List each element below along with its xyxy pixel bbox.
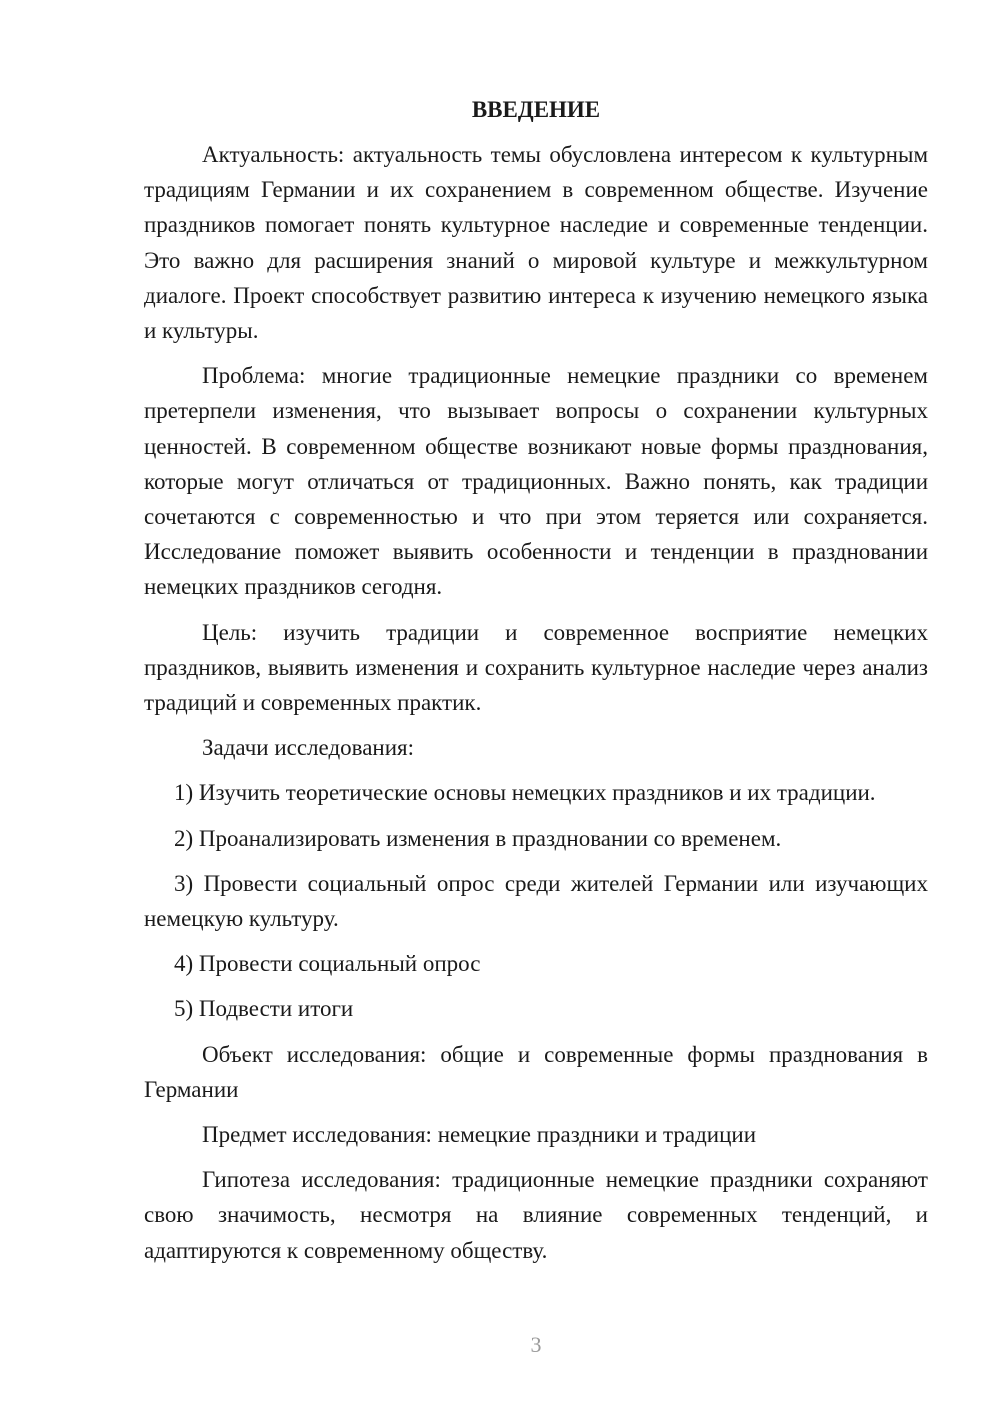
page-number: 3: [530, 1332, 542, 1357]
task-item-3: 3) Провести социальный опрос среди жителей Германии или изучающих немецкую культуру.: [144, 870, 928, 932]
paragraph-tasks-heading: Задачи исследования:: [202, 735, 415, 761]
task-item-2: 2) Проанализировать изменения в праздновании со временем.: [174, 825, 782, 851]
paragraph-goal: Цель: изучить традиции и современное восприятие немецких праздников, выявить изменения и сохранить культурное наследие через анализ традиций и современных практик.: [144, 619, 928, 716]
paragraph-hypothesis: Гипотеза исследования: традиционные немецкие праздники сохраняют свою значимость, несмотря на влияние современных тенденций, и адаптируются к современному обществу.: [144, 1167, 928, 1263]
paragraph-relevance: Актуальность: актуальность темы обусловлена интересом к культурным традициям Германии и их сохранением в современном обществе. Изучение праздников помогает понять культурное наследие и современные тенденции. Это важно для расширения знаний о мировой культуре и межкультурном диалоге. Проект способствует развитию интереса к изучению немецкого языка и культуры.: [144, 142, 928, 344]
task-item-5: 5) Подвести итоги: [174, 996, 354, 1022]
task-item-4: 4) Провести социальный опрос: [174, 951, 481, 977]
paragraph-subject: Предмет исследования: немецкие праздники и традиции: [202, 1122, 756, 1148]
paragraph-problem: Проблема: многие традиционные немецкие праздники со временем претерпели изменения, что вызывает вопросы о сохранении культурных ценностей. В современном обществе возникают новые формы празднования, которые могут отличаться от традиционных. Важно понять, как традиции сочетаются с современностью и что при этом теряется или сохраняется. Исследование поможет выявить особенности и тенденции в праздновании немецких праздников сегодня.: [144, 363, 928, 600]
paragraph-object: Объект исследования: общие и современные формы празднования в Германии: [144, 1041, 928, 1102]
document-body: [144, 92, 928, 1268]
page-title: ВВЕДЕНИЕ: [471, 97, 601, 122]
task-item-1: 1) Изучить теоретические основы немецких праздников и их традиции.: [174, 780, 876, 806]
